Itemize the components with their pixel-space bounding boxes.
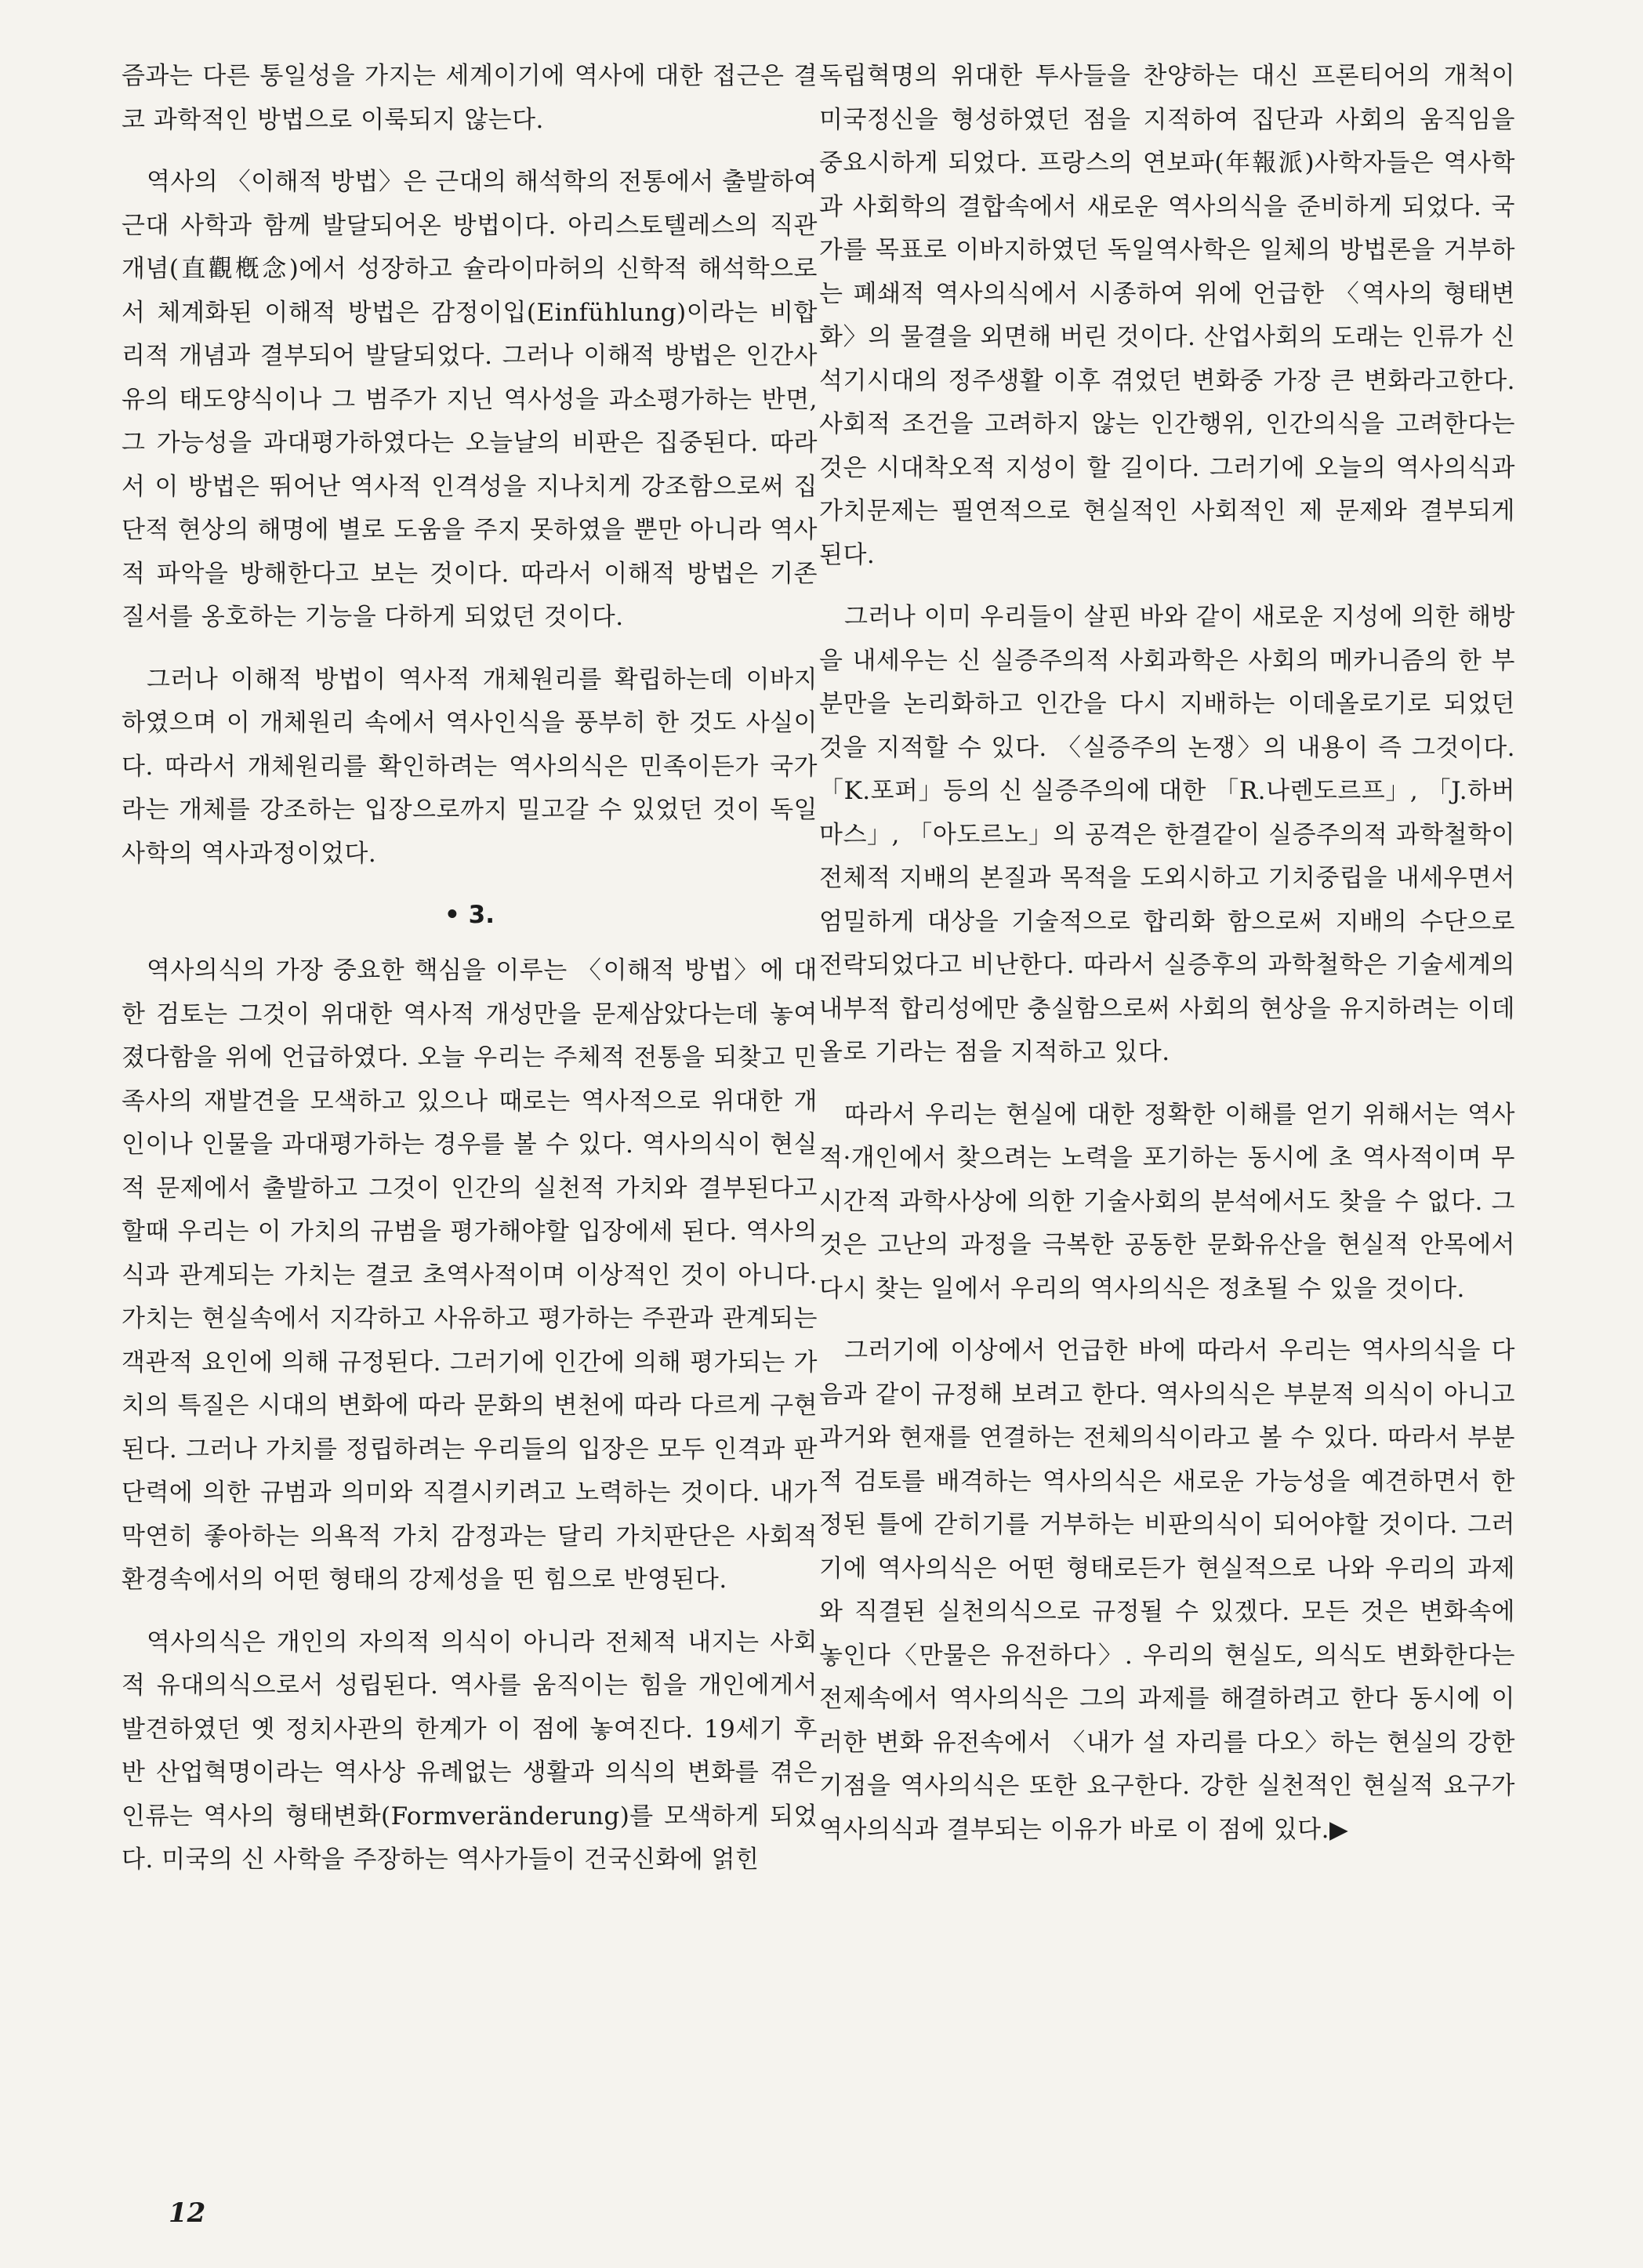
paragraph: 역사의식의 가장 중요한 핵심을 이루는 〈이해적 방법〉에 대한 검토는 그것이 위대한 역사적 개성만을 문제삼았다는데 놓여졌다함을 위에 언급하였다. 오늘 우리는 주체적 전통을 되찾고 민족사의 재발견을 모색하고 있으나 때로는 역사적으로 위대한 개인이나 인물을 과대평가하는 경우를 볼 수 있다. 역사의식이 현실적 문제에서 출발하고 그것이 인간의 실천적 가치와 결부된다고 할때 우리는 이 가치의 규범을 평가해야할 입장에세 된다. 역사의식과 관계되는 가치는 결코 초역사적이며 이상적인 것이 아니다. 가치는 현실속에서 지각하고 사유하고 평가하는 주관과 관계되는 객관적 요인에 의해 규정된다. 그러기에 인간에 의해 평가되는 가치의 특질은 시대의 변화에 따라 문화의 변천에 따라 다르게 구현된다. 그러나 가치를 정립하려는 우리들의 입장은 모두 인격과 판단력에 의한 규범과 의미와 직결시키려고 노력하는 것이다. 내가 막연히 좋아하는 의욕적 가치 감정과는 달리 가치판단은 사회적 환경속에서의 어떤 형태의 강제성을 띤 힘으로 반영된다. bbox=[122, 956, 818, 1594]
page-number: 12 bbox=[169, 2197, 206, 2229]
paragraph: 역사의식은 개인의 자의적 의식이 아니라 전체적 내지는 사회적 유대의식으로서 성립된다. 역사를 움직이는 힘을 개인에게서 발견하였던 옛 정치사관의 한계가 이 점에 놓여진다. 19세기 후반 산업혁명이라는 역사상 유례없는 생활과 의식의 변화를 겪은 인류는 역사의 형태변화(Formveränderung)를 모색하게 되었다. 미국의 신 사학을 주장하는 역사가들이 건국신화에 얽힌 bbox=[122, 1628, 818, 1874]
paragraph: 그러나 이미 우리들이 살핀 바와 같이 새로운 지성에 의한 해방을 내세우는 신 실증주의적 사회과학은 사회의 메카니즘의 한 부분만을 논리화하고 인간을 다시 지배하는 이데올로기로 되었던 것을 지적할 수 있다. 〈실증주의 논쟁〉의 내용이 즉 그것이다. 「K.포퍼」등의 신 실증주의에 대한 「R.나렌도르프」, 「J.하버마스」, 「아도르노」의 공격은 한결같이 실증주의적 과학철학이 전체적 지배의 본질과 목적을 도외시하고 기치중립을 내세우면서 엄밀하게 대상을 기술적으로 합리화 함으로써 지배의 수단으로 전락되었다고 비난한다. 따라서 실증후의 과학철학은 기술세계의 내부적 합리성에만 충실함으로써 사회의 현상을 유지하려는 이데올로 기라는 점을 지적하고 있다. bbox=[819, 603, 1515, 1066]
left-column bbox=[122, 55, 818, 1901]
paragraph: 역사의 〈이해적 방법〉은 근대의 해석학의 전통에서 출발하여 근대 사학과 함께 발달되어온 방법이다. 아리스토텔레스의 직관개념(直觀槪念)에서 성장하고 슐라이마허의 신학적 해석학으로서 체계화된 이해적 방법은 감정이입(Einfühlung)이라는 비합리적 개념과 결부되어 발달되었다. 그러나 이해적 방법은 인간사유의 태도양식이나 그 범주가 지닌 역사성을 과소평가하는 반면, 그 가능성을 과대평가하였다는 오늘날의 비판은 집중된다. 따라서 이 방법은 뛰어난 역사적 인격성을 지나치게 강조함으로써 집단적 현상의 해명에 별로 도움을 주지 못하였을 뿐만 아니라 역사적 파악을 방해한다고 보는 것이다. 따라서 이해적 방법은 기존 질서를 옹호하는 기능을 다하게 되었던 것이다. bbox=[122, 168, 818, 631]
paragraph: 따라서 우리는 현실에 대한 정확한 이해를 얻기 위해서는 역사적·개인에서 찾으려는 노력을 포기하는 동시에 초 역사적이며 무 시간적 과학사상에 의한 기술사회의 분석에서도 찾을 수 없다. 그것은 고난의 과정을 극복한 공동한 문화유산을 현실적 안목에서 다시 찾는 일에서 우리의 역사의식은 정초될 수 있을 것이다. bbox=[819, 1100, 1515, 1303]
paragraph: 독립혁명의 위대한 투사들을 찬양하는 대신 프론티어의 개척이 미국정신을 형성하였던 점을 지적하여 집단과 사회의 움직임을 중요시하게 되었다. 프랑스의 연보파(年報派)사학자들은 역사학과 사회학의 결합속에서 새로운 역사의식을 준비하게 되었다. 국가를 목표로 이바지하였던 독일역사학은 일체의 방법론을 거부하는 폐쇄적 역사의식에서 시종하여 위에 언급한 〈역사의 형태변화〉의 물결을 외면해 버린 것이다. 산업사회의 도래는 인류가 신석기시대의 정주생활 이후 겪었던 변화중 가장 큰 변화라고한다. 사회적 조건을 고려하지 않는 인간행위, 인간의식을 고려한다는 것은 시대착오적 지성이 할 길이다. 그러기에 오늘의 역사의식과 가치문제는 필연적으로 현실적인 사회적인 제 문제와 결부되게 된다. bbox=[819, 62, 1515, 569]
section-heading: • 3. bbox=[444, 901, 495, 929]
paragraph: 그러기에 이상에서 언급한 바에 따라서 우리는 역사의식을 다음과 같이 규정해 보려고 한다. 역사의식은 부분적 의식이 아니고 과거와 현재를 연결하는 전체의식이라고 볼 수 있다. 따라서 부분적 검토를 배격하는 역사의식은 새로운 가능성을 예견하면서 한정된 틀에 갇히기를 거부하는 비판의식이 되어야할 것이다. 그러기에 역사의식은 어떤 형태로든가 현실적으로 나와 우리의 과제와 직결된 실천의식으로 규정될 수 있겠다. 모든 것은 변화속에 놓인다〈만물은 유전하다〉. 우리의 현실도, 의식도 변화한다는 전제속에서 역사의식은 그의 과제를 해결하려고 한다 동시에 이러한 변화 유전속에서 〈내가 설 자리를 다오〉하는 현실의 강한 기점을 역사의식은 또한 요구한다. 강한 실천적인 현실적 요구가 역사의식과 결부되는 이유가 바로 이 점에 있다.▶ bbox=[819, 1337, 1515, 1844]
paragraph: 즘과는 다른 통일성을 가지는 세계이기에 역사에 대한 접근은 결코 과학적인 방법으로 이룩되지 않는다. bbox=[122, 62, 818, 134]
paragraph: 그러나 이해적 방법이 역사적 개체원리를 확립하는데 이바지 하였으며 이 개체원리 속에서 역사인식을 풍부히 한 것도 사실이다. 따라서 개체원리를 확인하려는 역사의식은 민족이든가 국가라는 개체를 강조하는 입장으로까지 밀고갈 수 있었던 것이 독일사학의 역사과정이었다. bbox=[122, 665, 818, 868]
right-column bbox=[819, 55, 1515, 1871]
